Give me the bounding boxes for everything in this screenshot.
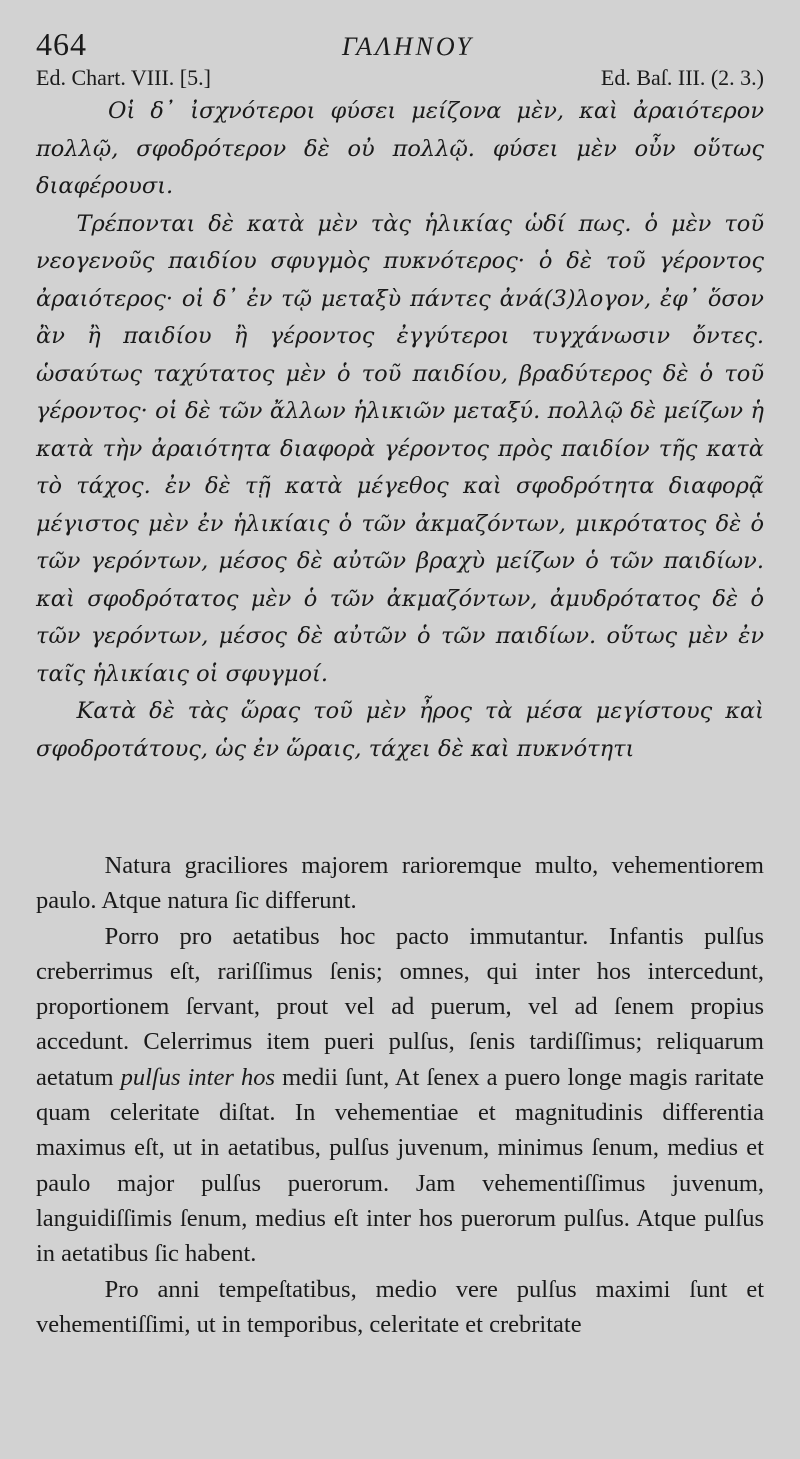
latin-paragraph-1: Natura graciliores majorem rarioremque multo, vehementiorem paulo. Atque natura ſic differunt.	[36, 852, 764, 915]
page-number: 464	[36, 26, 87, 62]
running-title: ΓΑΛΗΝΟΥ	[342, 32, 474, 61]
greek-text-block	[36, 93, 764, 768]
edition-references	[36, 65, 764, 91]
latin-paragraph-2-part-1: Porro pro aetatibus hoc pacto immutantur. Infantis pulſus creberrimus eſt, rariſſimus ſenis; omnes, qui inter hos intercedunt, proportionem ſervant, prout vel ad puerum, vel ad ſenem propius accedunt. Celerrimus item pueri pulſus, ſenis tardiſſimus; reliquarum aetatum	[36, 922, 764, 1091]
page-header	[36, 26, 764, 63]
greek-paragraph-2: Τρέπονται δὲ κατὰ μὲν τὰς ἡλικίας ὡδί πως. ὁ μὲν τοῦ νεογενοῦς παιδίου σφυγμὸς πυκνότερος· ὁ δὲ τοῦ γέροντος ἀραιότερος· οἱ δ᾿ ἐν τῷ μεταξὺ πάντες ἀνά(3)λογον, ἐφ᾿ ὅσον ἂν ἢ παιδίου ἢ γέροντος ἐγγύτεροι τυγχάνωσιν ὄντες. ὡσαύτως ταχύτατος μὲν ὁ τοῦ παιδίου, βραδύτερος δὲ ὁ τοῦ γέροντος· οἱ δὲ τῶν ἄλλων ἡλικιῶν μεταξύ. πολλῷ δὲ μείζων ἡ κατὰ τὴν ἀραιότητα διαφορὰ γέροντος πρὸς παιδίον τῆς κατὰ τὸ τάχος. ἐν δὲ τῇ κατὰ μέγεθος καὶ σφοδρότητα διαφορᾷ μέγιστος μὲν ἐν ἡλικίαις ὁ τῶν ἀκμαζόντων, μικρότατος δὲ ὁ τῶν γερόντων, μέσος δὲ αὐτῶν βραχὺ μείζων ὁ τῶν παιδίων. καὶ σφοδρότατος μὲν ὁ τῶν ἀκμαζόντων, ἀμυδρότατος δὲ ὁ τῶν γερόντων, μέσος δὲ αὐτῶν ὁ τῶν παιδίων. οὕτως μὲν ἐν ταῖς ἡλικίαις οἱ σφυγμοί.	[36, 210, 764, 687]
latin-text-block	[36, 848, 764, 1342]
latin-paragraph-2-italic: pulſus inter hos	[120, 1063, 276, 1091]
greek-paragraph-1: Οἱ δ᾿ ἰσχνότεροι φύσει μείζονα μὲν, καὶ ἀραιότερον πολλῷ, σφοδρότερον δὲ οὐ πολλῷ. φύσει μὲν οὖν οὕτως διαφέρουσι.	[36, 98, 764, 199]
latin-paragraph-2	[36, 919, 764, 1272]
edition-basel-reference: Ed. Baſ. III. (2. 3.)	[600, 65, 764, 90]
greek-paragraph-3: Κατὰ δὲ τὰς ὥρας τοῦ μὲν ἦρος τὰ μέσα μεγίστους καὶ σφοδροτάτους, ὡς ἐν ὥραις, τάχει δὲ καὶ πυκνότητι	[36, 698, 764, 762]
latin-paragraph-3: Pro anni tempeſtatibus, medio vere pulſus maximi ſunt et vehementiſſimi, ut in temporibus, celeritate et crebritate	[36, 1275, 764, 1338]
edition-chart-reference: Ed. Chart. VIII. [5.]	[36, 65, 211, 90]
latin-paragraph-2-part-2: medii ſunt, At ſenex a puero longe magis raritate quam celeritate diſtat. In vehementiae et magnitudinis differentia maximus eſt, ut in aetatibus, pulſus juvenum, minimus ſenum, medius et paulo major pulſus puerorum. Jam vehementiſſimus juvenum, languidiſſimis ſenum, medius eſt inter hos puerorum pulſus. Atque pulſus in aetatibus ſic habent.	[36, 1063, 764, 1268]
